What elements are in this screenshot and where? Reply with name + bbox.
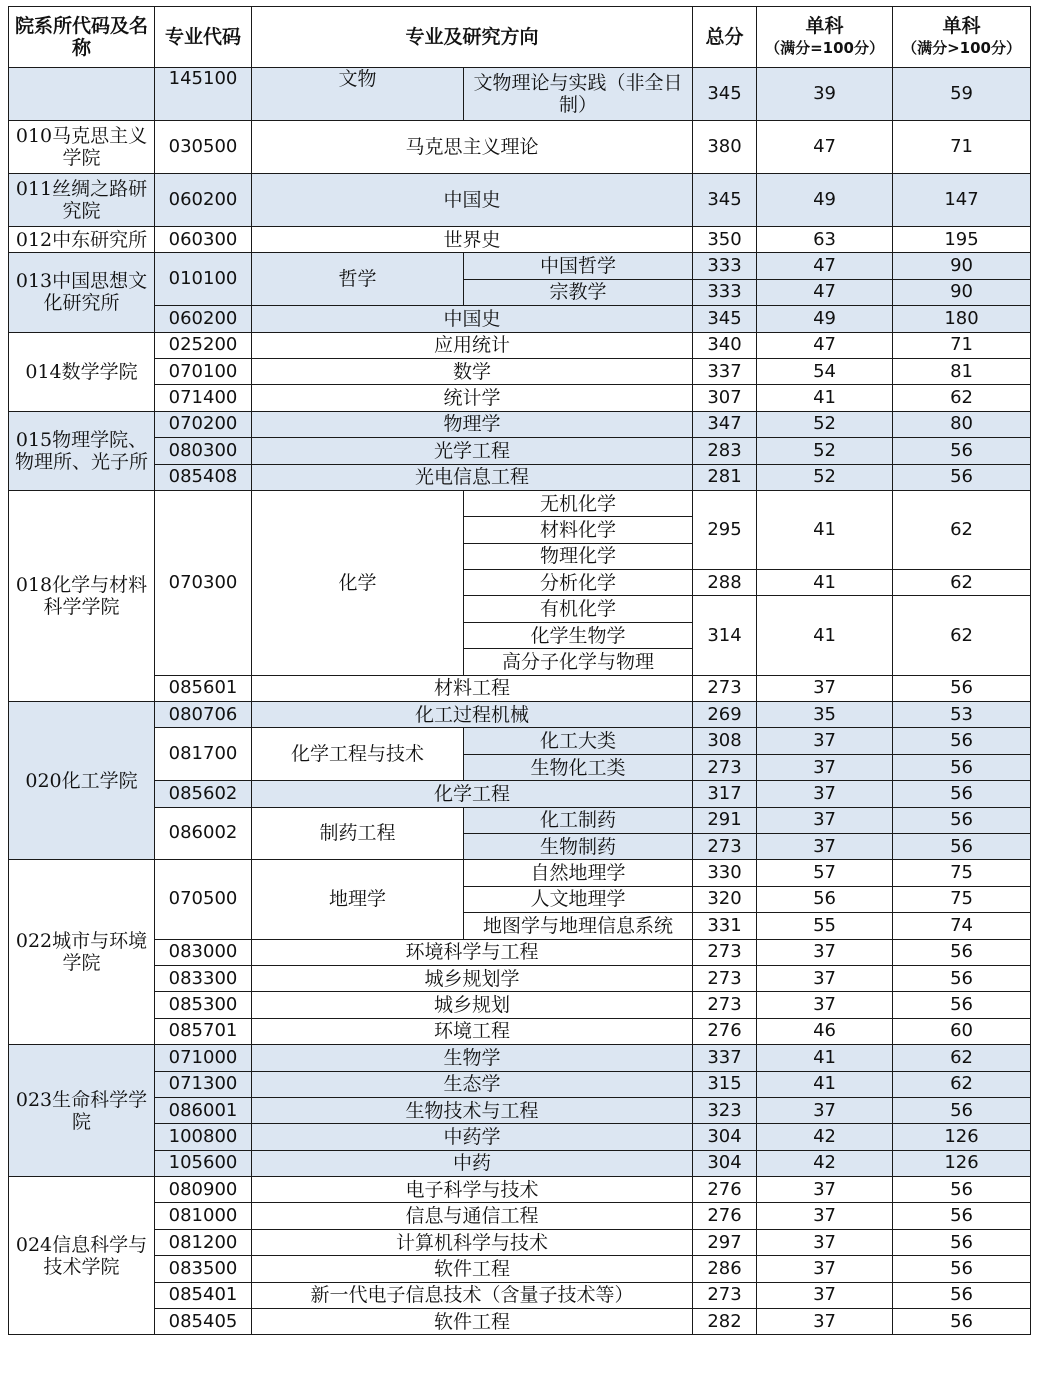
code-cell: 060200: [155, 306, 252, 332]
code-cell: 081000: [155, 1203, 252, 1229]
single100-cell: 46: [757, 1018, 893, 1044]
single100-cell: 41: [757, 490, 893, 569]
total-cell: 340: [693, 332, 757, 358]
total-cell: 314: [693, 596, 757, 675]
code-cell: 071000: [155, 1045, 252, 1071]
singleover100-cell: 180: [893, 306, 1031, 332]
single100-cell: 42: [757, 1150, 893, 1176]
direction-cell: 宗教学: [464, 279, 693, 305]
total-cell: 331: [693, 913, 757, 939]
single100-cell: 47: [757, 121, 893, 174]
major-cell: 化学工程与技术: [252, 728, 464, 781]
table-row: [9, 1177, 1031, 1203]
total-cell: 273: [693, 992, 757, 1018]
single100-cell: 52: [757, 411, 893, 437]
singleover100-cell: 56: [893, 1177, 1031, 1203]
total-cell: 380: [693, 121, 757, 174]
singleover100-cell: 56: [893, 1256, 1031, 1282]
code-cell: 060200: [155, 174, 252, 227]
major-cell: 中国史: [252, 306, 693, 332]
major-cell: 城乡规划: [252, 992, 693, 1018]
dept-cell: 010马克思主义学院: [9, 121, 155, 174]
direction-cell: 化工大类: [464, 728, 693, 754]
single100-cell: 41: [757, 1071, 893, 1097]
singleover100-cell: 81: [893, 358, 1031, 384]
total-cell: 288: [693, 570, 757, 596]
header-major: 专业及研究方向: [252, 7, 693, 68]
total-cell: 333: [693, 253, 757, 279]
major-cell: 材料工程: [252, 675, 693, 701]
major-cell: 物理学: [252, 411, 693, 437]
singleover100-cell: 59: [893, 68, 1031, 121]
total-cell: 323: [693, 1097, 757, 1123]
single100-cell: 49: [757, 174, 893, 227]
header-row: [9, 7, 1031, 68]
singleover100-cell: 62: [893, 1071, 1031, 1097]
major-cell: 化工过程机械: [252, 702, 693, 728]
header-dept: 院系所代码及名称: [9, 7, 155, 68]
singleover100-cell: 56: [893, 728, 1031, 754]
major-cell: 中药学: [252, 1124, 693, 1150]
table-row: [9, 992, 1031, 1018]
single100-cell: 42: [757, 1124, 893, 1150]
singleover100-cell: 56: [893, 833, 1031, 859]
table-row: [9, 1045, 1031, 1071]
major-cell: 文物: [252, 68, 464, 121]
table-row: [9, 1229, 1031, 1255]
direction-cell: 生物制药: [464, 833, 693, 859]
single100-cell: 37: [757, 1177, 893, 1203]
dept-cell-empty: [9, 68, 155, 121]
dept-cell: 018化学与材料科学学院: [9, 490, 155, 701]
major-cell: 中药: [252, 1150, 693, 1176]
code-cell: 060300: [155, 227, 252, 253]
direction-cell: 无机化学: [464, 490, 693, 516]
single100-cell: 37: [757, 939, 893, 965]
singleover100-cell: 56: [893, 464, 1031, 490]
singleover100-cell: 126: [893, 1150, 1031, 1176]
code-cell: 083300: [155, 965, 252, 991]
direction-cell: 物理化学: [464, 543, 693, 569]
total-cell: 304: [693, 1124, 757, 1150]
direction-cell: 地图学与地理信息系统: [464, 913, 693, 939]
single100-cell: 41: [757, 385, 893, 411]
total-cell: 281: [693, 464, 757, 490]
major-cell: 数学: [252, 358, 693, 384]
total-cell: 307: [693, 385, 757, 411]
table-row: [9, 728, 1031, 754]
table-row: [9, 385, 1031, 411]
total-cell: 317: [693, 781, 757, 807]
code-cell: 085408: [155, 464, 252, 490]
direction-cell: 自然地理学: [464, 860, 693, 886]
dept-cell: 020化工学院: [9, 702, 155, 860]
table-row: [9, 411, 1031, 437]
direction-cell: 人文地理学: [464, 886, 693, 912]
code-cell: 085701: [155, 1018, 252, 1044]
total-cell: 286: [693, 1256, 757, 1282]
code-cell: 086001: [155, 1097, 252, 1123]
singleover100-cell: 71: [893, 121, 1031, 174]
header-total: 总分: [693, 7, 757, 68]
single100-cell: 37: [757, 1309, 893, 1335]
direction-cell: 高分子化学与物理: [464, 649, 693, 675]
major-cell: 地理学: [252, 860, 464, 939]
total-cell: 282: [693, 1309, 757, 1335]
single100-cell: 56: [757, 886, 893, 912]
major-cell: 马克思主义理论: [252, 121, 693, 174]
single100-cell: 39: [757, 68, 893, 121]
major-cell: 环境工程: [252, 1018, 693, 1044]
major-cell: 生物技术与工程: [252, 1097, 693, 1123]
header-single-100-title: 单科: [805, 15, 844, 37]
dept-cell: 022城市与环境学院: [9, 860, 155, 1045]
table-row: [9, 1124, 1031, 1150]
total-cell: 320: [693, 886, 757, 912]
table-row: [9, 1256, 1031, 1282]
single100-cell: 35: [757, 702, 893, 728]
major-cell: 生态学: [252, 1071, 693, 1097]
total-cell: 269: [693, 702, 757, 728]
singleover100-cell: 56: [893, 1282, 1031, 1308]
single100-cell: 37: [757, 1282, 893, 1308]
singleover100-cell: 62: [893, 596, 1031, 675]
single100-cell: 37: [757, 728, 893, 754]
header-single-100-sub: （满分=100分）: [765, 39, 884, 57]
singleover100-cell: 74: [893, 913, 1031, 939]
table-row: [9, 781, 1031, 807]
code-cell: 025200: [155, 332, 252, 358]
total-cell: 273: [693, 939, 757, 965]
code-cell: 145100: [155, 68, 252, 121]
major-cell: 计算机科学与技术: [252, 1229, 693, 1255]
single100-cell: 47: [757, 253, 893, 279]
header-single-over-100-sub: （满分>100分）: [902, 39, 1021, 57]
total-cell: 345: [693, 174, 757, 227]
direction-cell: 中国哲学: [464, 253, 693, 279]
single100-cell: 47: [757, 332, 893, 358]
major-cell: 化学: [252, 490, 464, 675]
singleover100-cell: 56: [893, 675, 1031, 701]
singleover100-cell: 56: [893, 992, 1031, 1018]
single100-cell: 49: [757, 306, 893, 332]
singleover100-cell: 56: [893, 1203, 1031, 1229]
code-cell: 086002: [155, 807, 252, 860]
table-row: [9, 939, 1031, 965]
table-row: [9, 1309, 1031, 1335]
single100-cell: 37: [757, 965, 893, 991]
major-cell: 哲学: [252, 253, 464, 306]
single100-cell: 37: [757, 754, 893, 780]
singleover100-cell: 80: [893, 411, 1031, 437]
code-cell: 100800: [155, 1124, 252, 1150]
header-code: 专业代码: [155, 7, 252, 68]
major-cell: 环境科学与工程: [252, 939, 693, 965]
singleover100-cell: 147: [893, 174, 1031, 227]
single100-cell: 37: [757, 675, 893, 701]
major-cell: 制药工程: [252, 807, 464, 860]
major-cell: 应用统计: [252, 332, 693, 358]
singleover100-cell: 62: [893, 570, 1031, 596]
single100-cell: 41: [757, 570, 893, 596]
code-cell: 085601: [155, 675, 252, 701]
major-cell: 中国史: [252, 174, 693, 227]
table-row: [9, 1018, 1031, 1044]
singleover100-cell: 90: [893, 253, 1031, 279]
table-row: [9, 438, 1031, 464]
total-cell: 350: [693, 227, 757, 253]
score-table: [8, 6, 1031, 1335]
single100-cell: 63: [757, 227, 893, 253]
code-cell: 070300: [155, 490, 252, 675]
single100-cell: 52: [757, 438, 893, 464]
code-cell: 080900: [155, 1177, 252, 1203]
table-row: [9, 1071, 1031, 1097]
singleover100-cell: 75: [893, 860, 1031, 886]
code-cell: 083000: [155, 939, 252, 965]
dept-cell: 011丝绸之路研究院: [9, 174, 155, 227]
total-cell: 273: [693, 965, 757, 991]
major-cell: 城乡规划学: [252, 965, 693, 991]
major-cell: 光学工程: [252, 438, 693, 464]
single100-cell: 37: [757, 1097, 893, 1123]
singleover100-cell: 56: [893, 965, 1031, 991]
singleover100-cell: 62: [893, 1045, 1031, 1071]
total-cell: 276: [693, 1018, 757, 1044]
table-row: [9, 253, 1031, 279]
total-cell: 304: [693, 1150, 757, 1176]
code-cell: 070100: [155, 358, 252, 384]
singleover100-cell: 62: [893, 490, 1031, 569]
total-cell: 330: [693, 860, 757, 886]
code-cell: 070500: [155, 860, 252, 939]
total-cell: 283: [693, 438, 757, 464]
total-cell: 273: [693, 833, 757, 859]
table-row: [9, 358, 1031, 384]
single100-cell: 47: [757, 279, 893, 305]
table-row: [9, 306, 1031, 332]
singleover100-cell: 195: [893, 227, 1031, 253]
singleover100-cell: 62: [893, 385, 1031, 411]
code-cell: 080706: [155, 702, 252, 728]
direction-cell: 分析化学: [464, 570, 693, 596]
code-cell: 030500: [155, 121, 252, 174]
total-cell: 347: [693, 411, 757, 437]
code-cell: 071300: [155, 1071, 252, 1097]
direction-cell: 生物化工类: [464, 754, 693, 780]
direction-cell: 有机化学: [464, 596, 693, 622]
major-cell: 化学工程: [252, 781, 693, 807]
table-row: [9, 68, 1031, 121]
table-row: [9, 332, 1031, 358]
total-cell: 273: [693, 1282, 757, 1308]
single100-cell: 41: [757, 596, 893, 675]
total-cell: 276: [693, 1203, 757, 1229]
total-cell: 345: [693, 306, 757, 332]
code-cell: 010100: [155, 253, 252, 306]
dept-cell: 013中国思想文化研究所: [9, 253, 155, 332]
table-row: [9, 227, 1031, 253]
score-table-container: [8, 6, 1030, 1335]
total-cell: 345: [693, 68, 757, 121]
table-row: [9, 1282, 1031, 1308]
major-cell: 电子科学与技术: [252, 1177, 693, 1203]
code-cell: 085602: [155, 781, 252, 807]
single100-cell: 37: [757, 807, 893, 833]
singleover100-cell: 60: [893, 1018, 1031, 1044]
singleover100-cell: 71: [893, 332, 1031, 358]
total-cell: 276: [693, 1177, 757, 1203]
major-cell: 软件工程: [252, 1256, 693, 1282]
single100-cell: 52: [757, 464, 893, 490]
code-cell: 081700: [155, 728, 252, 781]
code-cell: 105600: [155, 1150, 252, 1176]
dept-cell: 012中东研究所: [9, 227, 155, 253]
singleover100-cell: 56: [893, 781, 1031, 807]
code-cell: 080300: [155, 438, 252, 464]
major-cell: 生物学: [252, 1045, 693, 1071]
table-row: [9, 490, 1031, 516]
single100-cell: 55: [757, 913, 893, 939]
total-cell: 315: [693, 1071, 757, 1097]
singleover100-cell: 56: [893, 754, 1031, 780]
major-cell: 统计学: [252, 385, 693, 411]
singleover100-cell: 56: [893, 438, 1031, 464]
single100-cell: 37: [757, 1203, 893, 1229]
dept-cell: 023生命科学学院: [9, 1045, 155, 1177]
dept-cell: 015物理学院、物理所、光子所: [9, 411, 155, 490]
table-row: [9, 1203, 1031, 1229]
singleover100-cell: 56: [893, 1229, 1031, 1255]
direction-cell: 材料化学: [464, 517, 693, 543]
table-row: [9, 965, 1031, 991]
header-single-over-100: [893, 7, 1031, 68]
total-cell: 337: [693, 358, 757, 384]
major-cell: 世界史: [252, 227, 693, 253]
header-single-over-100-title: 单科: [942, 15, 981, 37]
total-cell: 273: [693, 675, 757, 701]
dept-cell: 024信息科学与技术学院: [9, 1177, 155, 1335]
dept-cell: 014数学学院: [9, 332, 155, 411]
major-cell: 新一代电子信息技术（含量子技术等）: [252, 1282, 693, 1308]
major-cell: 光电信息工程: [252, 464, 693, 490]
direction-cell: 文物理论与实践（非全日制）: [464, 68, 693, 121]
major-cell: 信息与通信工程: [252, 1203, 693, 1229]
code-cell: 071400: [155, 385, 252, 411]
table-row: [9, 1097, 1031, 1123]
direction-cell: 化学生物学: [464, 622, 693, 648]
single100-cell: 37: [757, 1229, 893, 1255]
total-cell: 295: [693, 490, 757, 569]
total-cell: 273: [693, 754, 757, 780]
code-cell: 085401: [155, 1282, 252, 1308]
singleover100-cell: 56: [893, 1309, 1031, 1335]
table-row: [9, 121, 1031, 174]
code-cell: 081200: [155, 1229, 252, 1255]
major-cell: 软件工程: [252, 1309, 693, 1335]
table-row: [9, 807, 1031, 833]
single100-cell: 57: [757, 860, 893, 886]
total-cell: 291: [693, 807, 757, 833]
single100-cell: 37: [757, 833, 893, 859]
code-cell: 085405: [155, 1309, 252, 1335]
singleover100-cell: 56: [893, 807, 1031, 833]
code-cell: 085300: [155, 992, 252, 1018]
total-cell: 333: [693, 279, 757, 305]
singleover100-cell: 126: [893, 1124, 1031, 1150]
single100-cell: 41: [757, 1045, 893, 1071]
table-row: [9, 1150, 1031, 1176]
total-cell: 337: [693, 1045, 757, 1071]
singleover100-cell: 90: [893, 279, 1031, 305]
table-row: [9, 860, 1031, 886]
code-cell: 070200: [155, 411, 252, 437]
single100-cell: 37: [757, 992, 893, 1018]
single100-cell: 37: [757, 1256, 893, 1282]
single100-cell: 37: [757, 781, 893, 807]
single100-cell: 54: [757, 358, 893, 384]
singleover100-cell: 53: [893, 702, 1031, 728]
table-row: [9, 174, 1031, 227]
table-row: [9, 675, 1031, 701]
singleover100-cell: 75: [893, 886, 1031, 912]
table-row: [9, 702, 1031, 728]
table-row: [9, 464, 1031, 490]
code-cell: 083500: [155, 1256, 252, 1282]
singleover100-cell: 56: [893, 939, 1031, 965]
direction-cell: 化工制药: [464, 807, 693, 833]
header-single-100: [757, 7, 893, 68]
singleover100-cell: 56: [893, 1097, 1031, 1123]
total-cell: 308: [693, 728, 757, 754]
total-cell: 297: [693, 1229, 757, 1255]
